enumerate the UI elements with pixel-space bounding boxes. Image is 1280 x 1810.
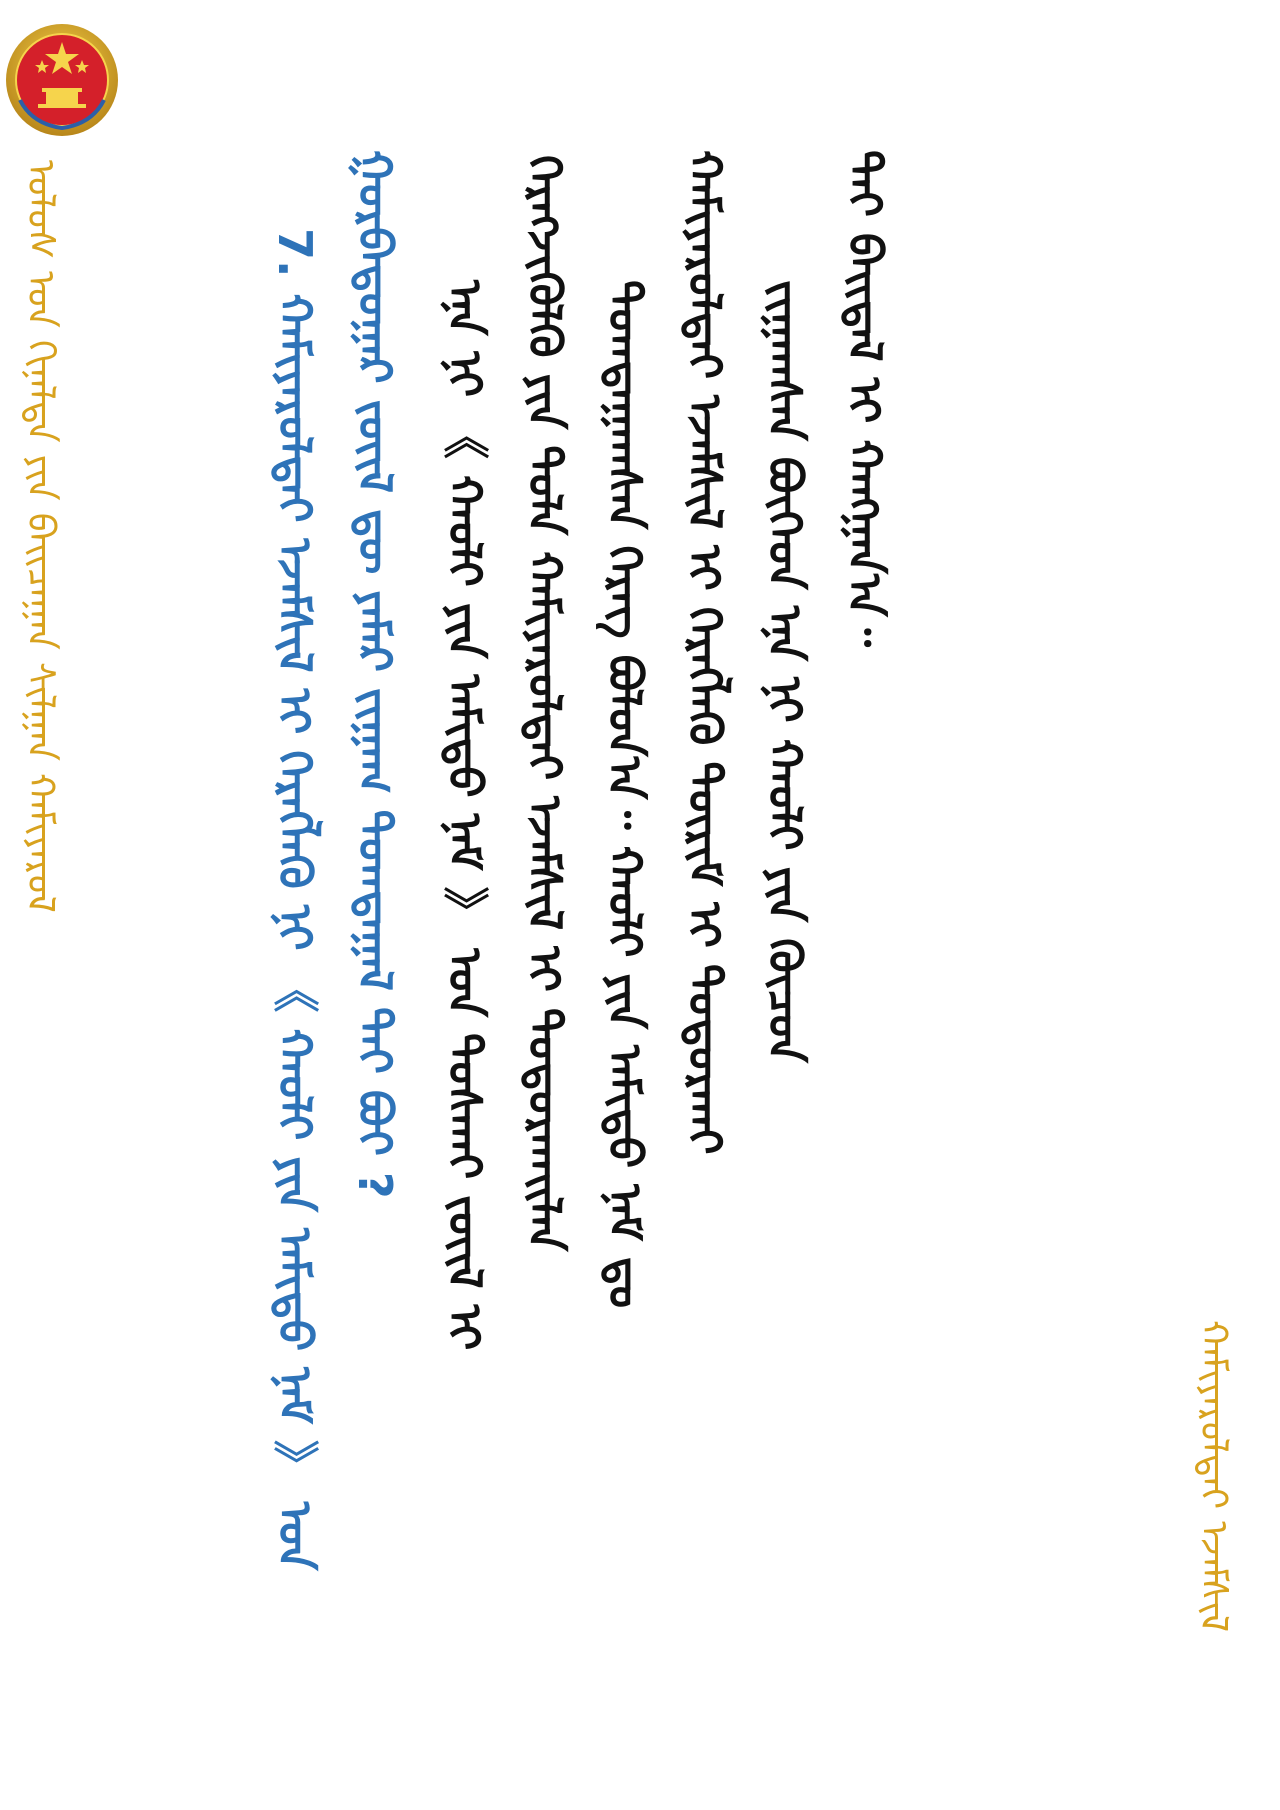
answer-line-4: ᠬᠠᠮᠢᠶᠠᠷᠤᠯᠲᠠᠶ ᠡᠵᠡᠮᠰᠢᠯ ᠢ ᠬᠡᠷᠡᠭᠯᠡᠬᠦ ᠳᠦᠷᠢᠮ ᠢ ᠲᠣᠳᠣᠷᠬᠠᠢ [678,150,732,1155]
footer-title: ᠬᠠᠮᠢᠶᠠᠷᠤᠯᠲᠠᠶ ᠡᠵᠡᠮᠰᠢᠯ [1192,1320,1236,1633]
procuratorate-emblem-icon [2,20,122,140]
question-line-2: ᠭᠤᠷᠪᠠᠳᠤᠭᠠᠷ ᠵᠦᠢᠯ ᠳᠦ ᠶᠠᠮᠠᠷ ᠵᠢᠭᠠᠭ ᠲᠤᠭᠲᠠᠭᠠᠯ ᠲᠠᠢ ᠪᠤᠢ ? [348,150,402,1199]
answer-line-3: ᠲᠣᠭᠲᠠᠭᠠᠭᠰᠠᠨ ᠬᠡᠷᠡᠭ ᠪᠣᠯᠣᠨ᠎ᠠ᠃ ᠬᠠᠤᠯᠢ ᠶᠢᠨ ᠠᠮᠢᠳᠤ ᠨᠠᠮ ᠳᠤ [598,280,652,1309]
answer-line-1: ᠡᠨᠡ ᠨᠢ 《 ᠬᠠᠤᠯᠢ ᠶᠢᠨ ᠠᠮᠢᠳᠤ ᠨᠠᠮ 》 ᠤᠨ ᠲᠤᠰᠬᠠᠢ ᠵᠦᠢᠯ ᠢ [438,280,492,1351]
answer-line-5: ᠵᠢᠭᠠᠭᠰᠠᠨ ᠪᠥᠭᠡᠳ ᠡᠨᠡ ᠨᠢ ᠬᠠᠤᠯᠢ ᠶᠢᠨ ᠬᠦᠴᠦᠨ [758,280,812,1063]
answer-line-2: ᠬᠡᠷᠡᠭᠵᠢᠭᠦᠯᠬᠦ ᠶᠢᠨ ᠲᠤᠯᠠ ᠬᠠᠮᠢᠶᠠᠷᠤᠯᠲᠠᠶ ᠡᠵᠡᠮᠰᠢᠯ ᠢ ᠲᠣᠳᠣᠷᠬᠠᠢᠯᠠᠨ [518,155,572,1252]
answer-line-6: ᠲᠡᠢ ᠪᠠᠢᠳᠠᠯ ᠢ ᠬᠠᠩᠭᠠᠨ᠎ᠠ᠃ [838,150,892,647]
header-title: ᠤᠯᠤᠰ ᠤᠨ ᠬᠢᠨᠠᠯᠲᠠ ᠶᠢᠨ ᠪᠠᠢᠴᠠᠭᠠᠨ ᠰᠢᠯᠭᠠᠨ ᠬᠠᠮᠢᠶᠠᠷᠤᠯ [19,160,63,913]
question-line-1: 7. ᠬᠠᠮᠢᠶᠠᠷᠤᠯᠲᠠᠶ ᠡᠵᠡᠮᠰᠢᠯ ᠢ ᠬᠡᠷᠡᠭᠯᠡᠬᠦ ᠨᠢ 《 ᠬᠠᠤᠯᠢ ᠶᠢᠨ ᠠᠮᠢᠳᠤ ᠨᠠᠮ 》 ᠤᠨ [268,228,322,1571]
